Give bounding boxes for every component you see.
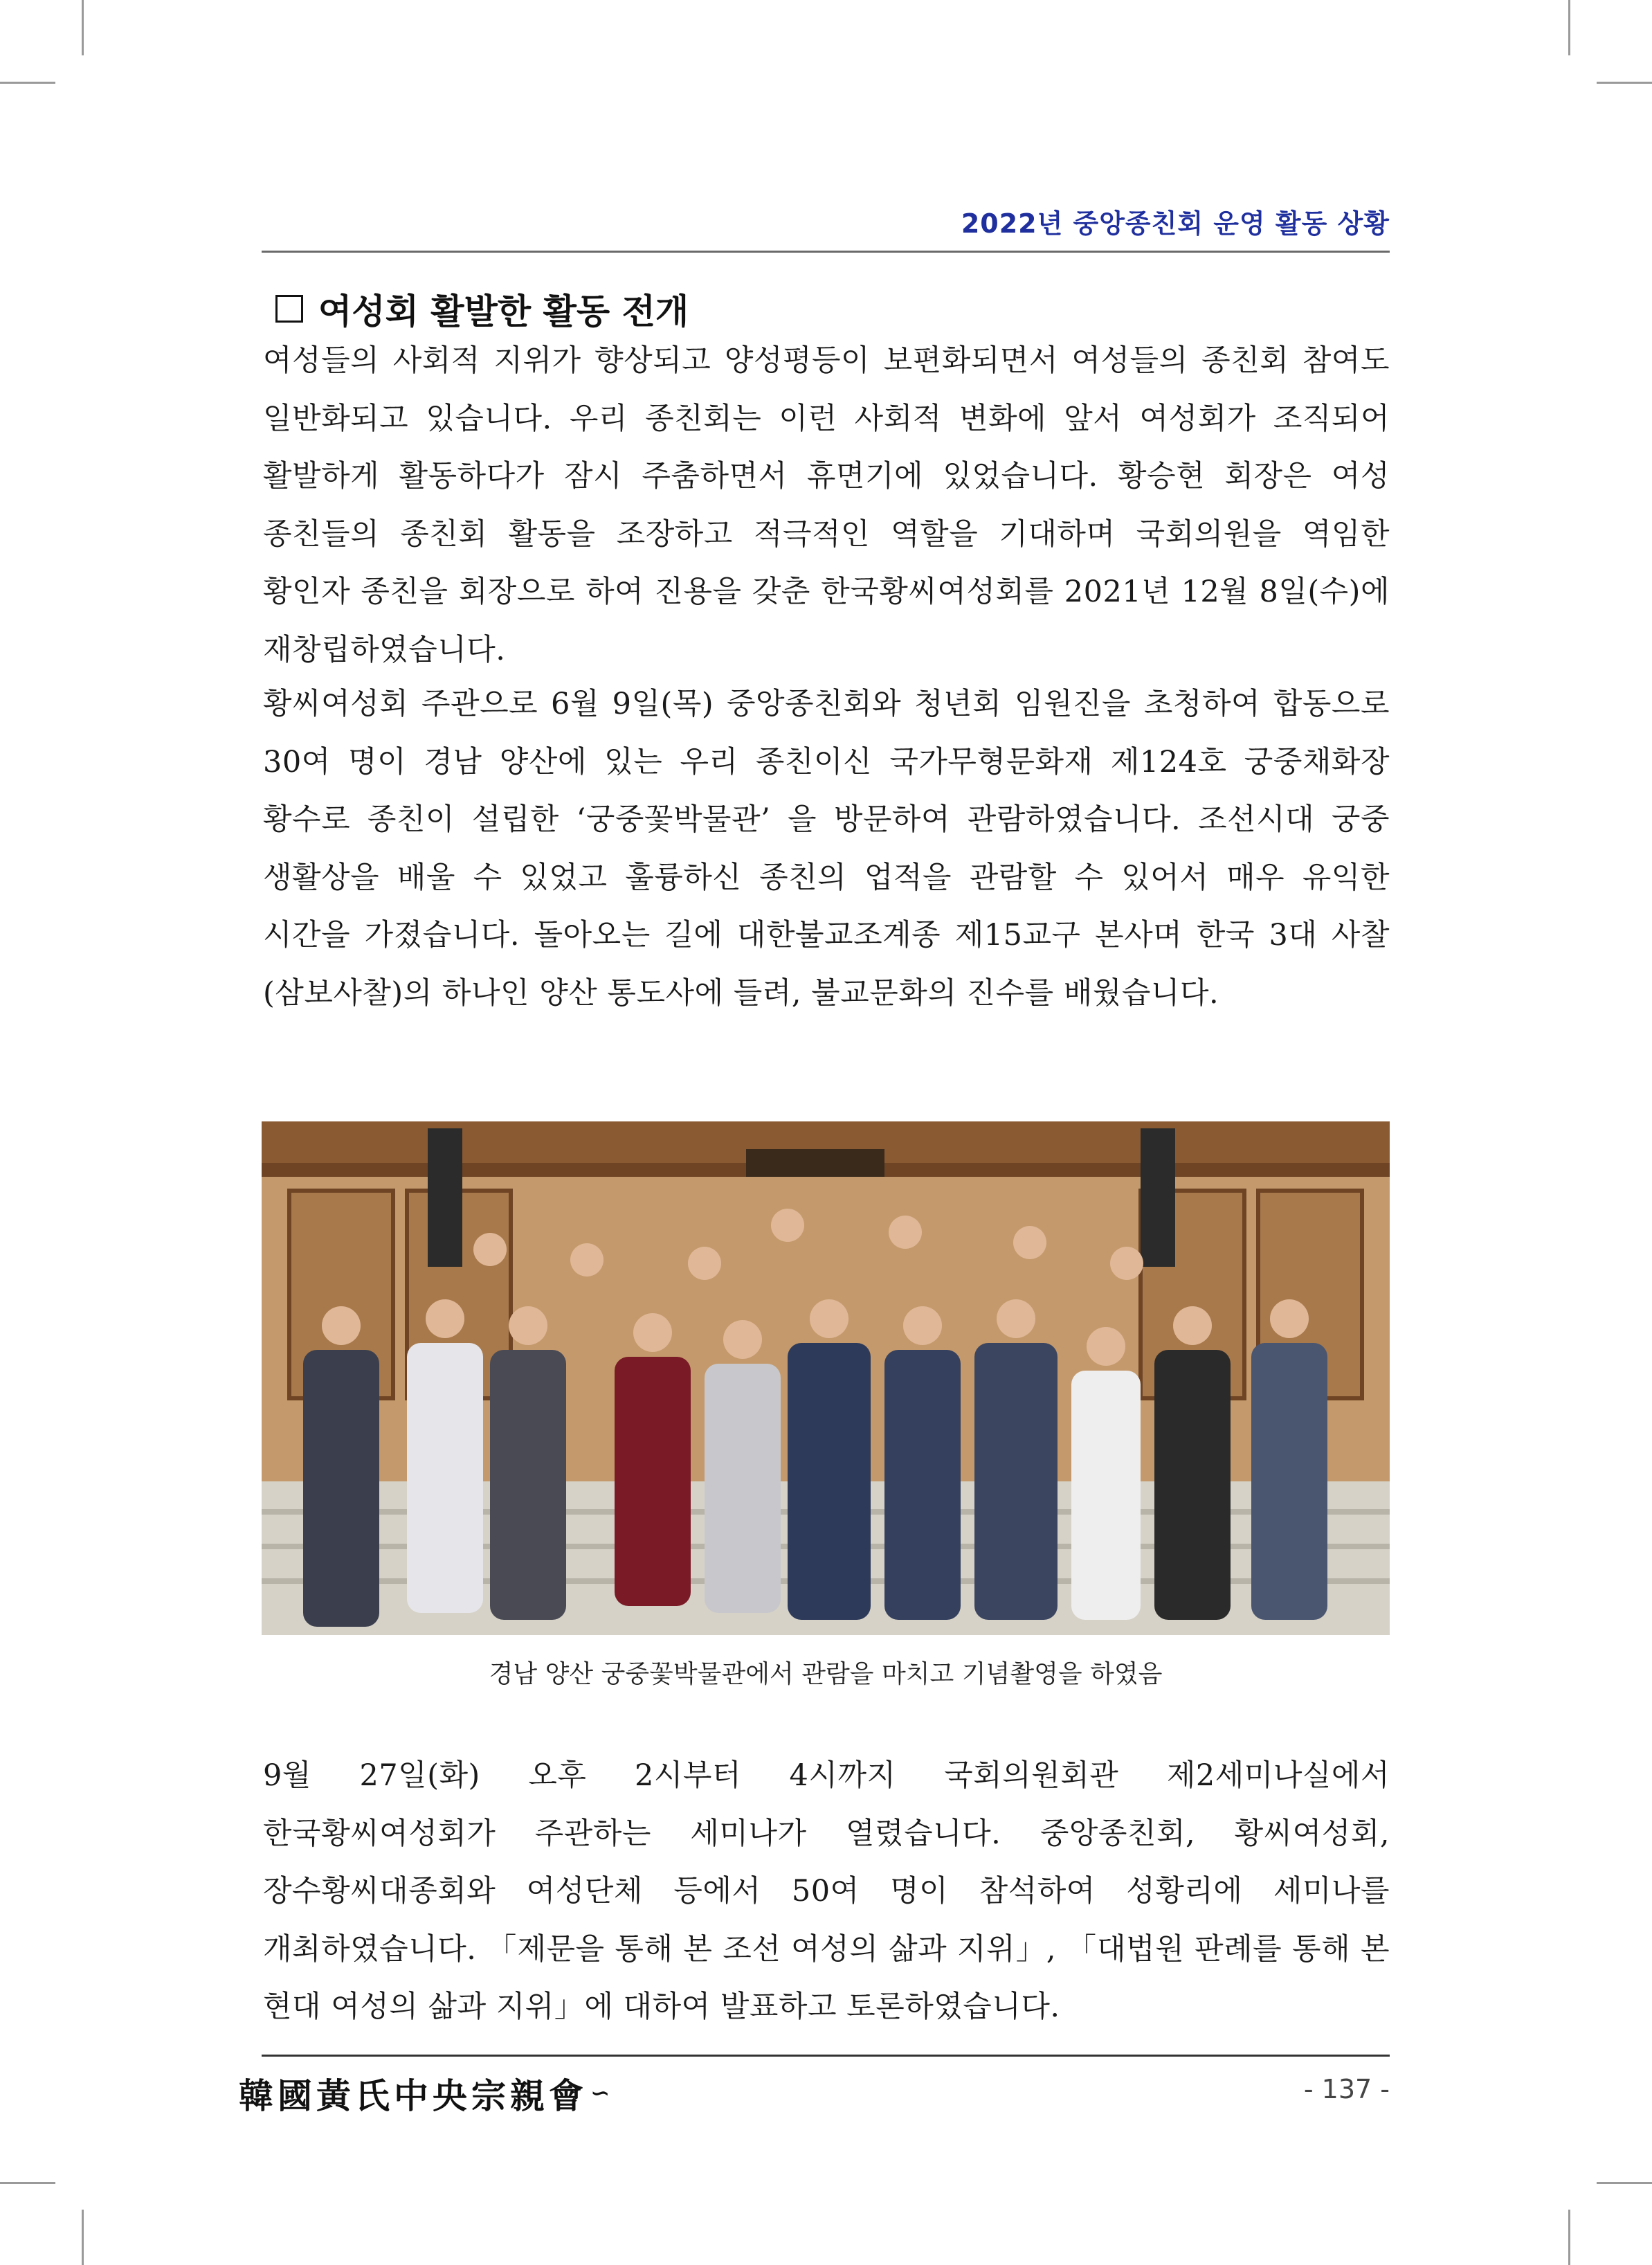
crop-mark (0, 2182, 55, 2184)
organization-logo (239, 2068, 615, 2118)
crop-mark (1597, 2182, 1652, 2184)
crop-mark (1568, 2210, 1570, 2265)
crop-mark (1597, 82, 1652, 84)
section-heading (275, 284, 689, 334)
footer-divider (262, 2055, 1390, 2057)
running-header-title: 2022년 중앙종친회 운영 활동 상황 (961, 208, 1390, 239)
crop-mark (82, 2210, 84, 2265)
flourish-icon: ∽ (590, 2079, 615, 2107)
crop-mark (1568, 0, 1570, 55)
group-photo (262, 1121, 1390, 1635)
crop-mark (0, 82, 55, 84)
page-number: - 137 - (1303, 2074, 1390, 2104)
paragraph-1: 여성들의 사회적 지위가 향상되고 양성평등이 보편화되면서 여성들의 종친회 참여도 일반화되고 있습니다. 우리 종친회는 이런 사회적 변화에 앞서 여성회가 조직되어 활발하게 활동하다가 잠시 주춤하면서 휴면기에 있었습니다. 황승현 회장은 여성 종친들의 종친회 활동을 조장하고 적극적인 역할을 기대하며 국회의원을 역임한 황인자 종친을 회장으로 하여 진용을 갖춘 한국황씨여성회를 2021년 12월 8일(수)에 재창립하였습니다. (263, 343, 1390, 667)
organization-name: 韓國黃氏中央宗親會 (239, 2075, 588, 2116)
group-photo-image (262, 1121, 1390, 1635)
section-heading-text: 여성회 활발한 활동 전개 (318, 291, 689, 332)
crop-mark (82, 0, 84, 55)
paragraph-2: 황씨여성회 주관으로 6월 9일(목) 중앙종친회와 청년회 임원진을 초청하여 합동으로 30여 명이 경남 양산에 있는 우리 종친이신 국가무형문화재 제124호 궁중채화장 황수로 종친이 설립한 ‘궁중꽃박물관’ 을 방문하여 관람하였습니다. 조선시대 궁중 생활상을 배울 수 있었고 훌륭하신 종친의 업적을 관람할 수 있어서 매우 유익한 시간을 가졌습니다. 돌아오는 길에 대한불교조계종 제15교구 본사며 한국 3대 사찰(삼보사찰)의 하나인 양산 통도사에 들려, 불교문화의 진수를 배웠습니다. (263, 687, 1390, 1011)
paragraph-3: 9월 27일(화) 오후 2시부터 4시까지 국회의원회관 제2세미나실에서 한국황씨여성회가 주관하는 세미나가 열렸습니다. 중앙종친회, 황씨여성회, 장수황씨대종회와 여성단체 등에서 50여 명이 참석하여 성황리에 세미나를 개최하였습니다. 「제문을 통해 본 조선 여성의 삶과 지위」, 「대법원 판례를 통해 본 현대 여성의 삶과 지위」에 대하여 발표하고 토론하였습니다. (263, 1758, 1390, 2024)
running-header (262, 195, 1390, 253)
square-bullet-icon (275, 295, 303, 323)
photo-caption: 경남 양산 궁중꽃박물관에서 관람을 마치고 기념촬영을 하였음 (489, 1660, 1163, 1688)
